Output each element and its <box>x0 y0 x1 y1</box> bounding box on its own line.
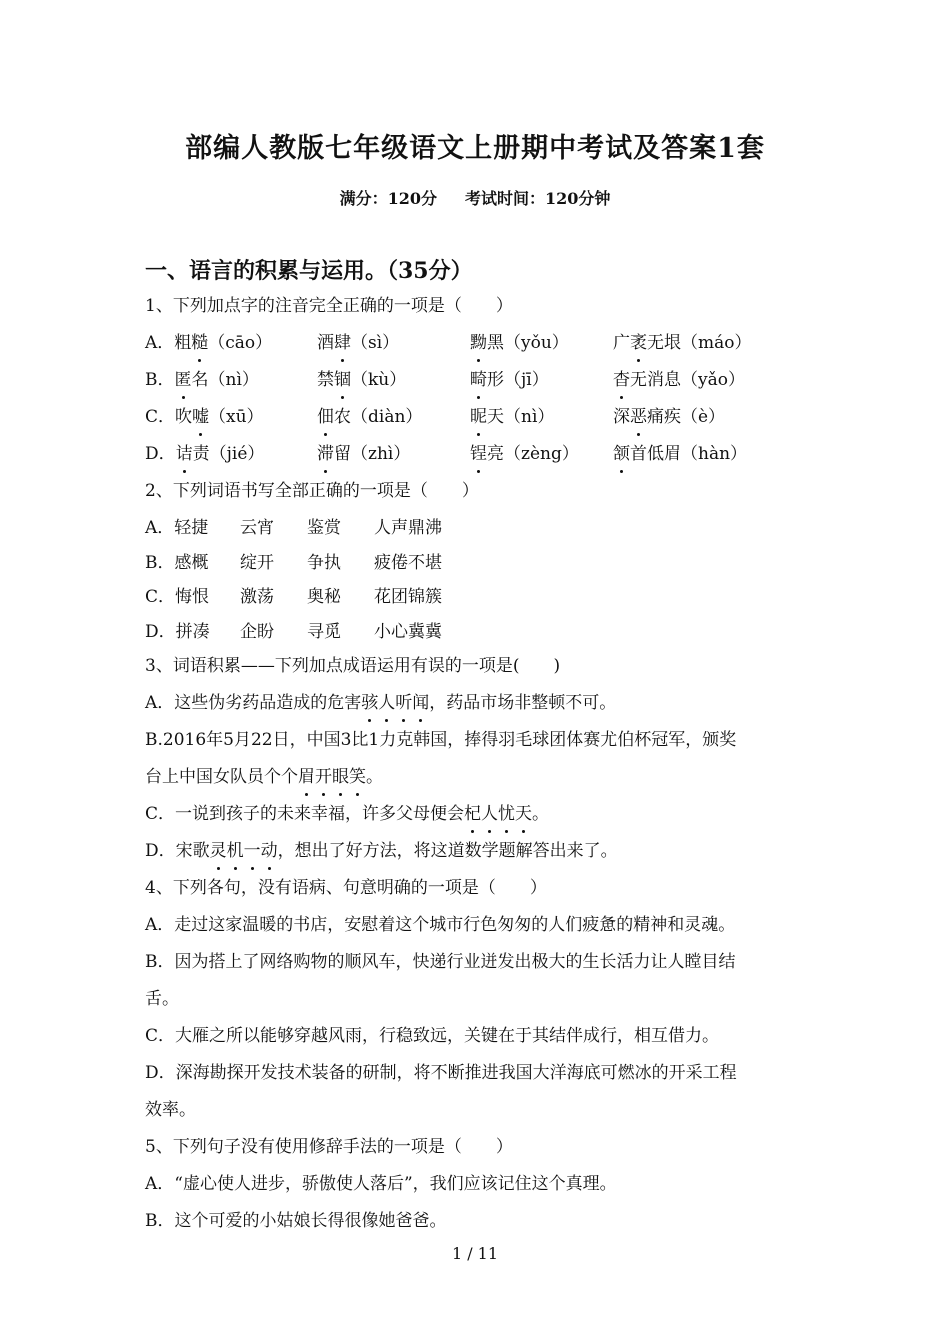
word-item: 疲倦不堪 <box>374 552 442 573</box>
question-5-option-a: A．“虚心使人进步，骄傲使人落后”，我们应该记住这个真理。 <box>145 1174 617 1194</box>
pinyin-item <box>613 403 813 440</box>
page-number: 1 / 11 <box>451 1244 499 1263</box>
dotted-char: 糙 <box>191 329 208 357</box>
text: （xū） <box>209 407 264 427</box>
question-3-option-d <box>145 837 815 874</box>
section-heading: 一、语言的积累与运用。（35分） <box>145 258 473 284</box>
question-3-stem: 3、词语积累——下列加点成语运用有误的一项是( ) <box>145 656 561 676</box>
question-3-option-b-line2 <box>145 763 815 800</box>
dotted-char: 匿 <box>175 366 192 394</box>
full-score: 满分：120分 <box>339 189 437 208</box>
dotted-char: 天 <box>515 800 532 828</box>
question-1-option-row <box>145 366 815 403</box>
dotted-char: 开 <box>315 763 332 791</box>
dotted-char: 袤 <box>630 329 647 357</box>
dotted-char: 锃 <box>470 440 487 468</box>
text: C．一说到孩子的未来幸福，许多父母便会 <box>145 804 465 824</box>
question-1-stem: 1、下列加点字的注音完全正确的一项是（ ） <box>145 296 513 316</box>
pinyin-item <box>613 329 813 366</box>
dotted-char: 一 <box>244 837 261 865</box>
pinyin-item <box>317 366 470 403</box>
text: D．宋歌 <box>145 841 210 861</box>
text: （sì） <box>351 333 400 353</box>
word-item: 寻觅 <box>307 621 341 642</box>
text: 台上中国女队员个个 <box>145 767 298 787</box>
dotted-char: 忧 <box>498 800 515 828</box>
question-1-option-row <box>145 440 815 477</box>
question-2-option-row <box>145 549 815 584</box>
question-2-option-row <box>145 618 815 653</box>
question-4-option-d-line2: 效率。 <box>145 1100 196 1120</box>
dotted-idiom <box>361 693 429 713</box>
dotted-char: 听 <box>395 689 412 717</box>
dotted-idiom <box>210 841 278 861</box>
text: 。 <box>366 767 383 787</box>
pinyin-item <box>317 440 470 477</box>
dotted-char: 杞 <box>464 800 481 828</box>
dotted-char: 机 <box>227 837 244 865</box>
dotted-char: 人 <box>378 689 395 717</box>
pinyin-item <box>470 329 613 366</box>
text: 天（nì） <box>487 407 555 427</box>
word-item: 激荡 <box>240 587 274 607</box>
text: 农（diàn） <box>334 407 423 427</box>
question-4-option-c: C．大雁之所以能够穿越风雨，行稳致远，关键在于其结伴成行，相互借力。 <box>145 1026 720 1046</box>
question-2-option-row <box>145 583 815 618</box>
text: C．吹 <box>145 407 193 427</box>
dotted-char: 嘘 <box>192 403 209 431</box>
pinyin-item <box>145 440 317 477</box>
dotted-char: 人 <box>481 800 498 828</box>
question-5-stem: 5、下列句子没有使用修辞手法的一项是（ ） <box>145 1137 513 1157</box>
text: 留（zhì） <box>334 444 411 464</box>
word-item: 云宵 <box>240 518 274 538</box>
dotted-char: 眉 <box>298 763 315 791</box>
dotted-char: 笑 <box>349 763 366 791</box>
text: B． <box>145 370 175 390</box>
text: ，药品市场非整顿不可。 <box>429 693 617 713</box>
text: 无垠（máo） <box>647 333 752 353</box>
dotted-char: 动 <box>261 837 278 865</box>
word-item: 企盼 <box>240 621 274 642</box>
pinyin-item <box>317 329 470 366</box>
text: 黑（yǒu） <box>487 333 569 353</box>
question-1-option-row <box>145 403 815 440</box>
question-4-option-b-line1: B．因为搭上了网络购物的顺风车，快递行业迸发出极大的生长活力让人瞠目结 <box>145 952 736 972</box>
exam-info <box>0 186 950 209</box>
text: A．粗 <box>145 333 192 353</box>
dotted-char: 诘 <box>176 440 193 468</box>
pinyin-item <box>470 440 613 477</box>
text: 责（jié） <box>192 444 265 464</box>
dotted-idiom <box>298 767 366 787</box>
question-4-stem: 4、下列各句，没有语病、句意明确的一项是（ ） <box>145 878 547 898</box>
question-5-option-b: B．这个可爱的小姑娘长得很像她爸爸。 <box>145 1211 447 1231</box>
text: D． <box>145 444 176 464</box>
dotted-char: 昵 <box>470 403 487 431</box>
word-item: B．感概 <box>145 552 209 573</box>
text: 首低眉（hàn） <box>630 444 748 464</box>
exam-time: 考试时间：120分钟 <box>465 189 611 208</box>
pinyin-item <box>145 329 317 366</box>
word-item: 鉴赏 <box>307 518 341 538</box>
word-item: 绽开 <box>240 552 274 573</box>
pinyin-item <box>470 403 613 440</box>
dotted-char: 闻 <box>412 689 429 717</box>
question-4-option-d-line1: D．深海勘探开发技术装备的研制，将不断推进我国大洋海底可燃冰的开采工程 <box>145 1063 737 1083</box>
question-3-option-a <box>145 689 815 726</box>
word-item: 人声鼎沸 <box>374 518 442 538</box>
dotted-char: 肆 <box>334 329 351 357</box>
pinyin-item <box>145 366 317 403</box>
dotted-char: 佃 <box>317 403 334 431</box>
text: 亮（zèng） <box>487 444 579 464</box>
pinyin-item <box>613 366 813 403</box>
dotted-char: 灵 <box>210 837 227 865</box>
word-item: 小心冀冀 <box>374 621 442 642</box>
pinyin-item <box>613 440 813 477</box>
dotted-idiom <box>464 804 532 824</box>
question-2-option-row <box>145 514 815 549</box>
text: 名（nì） <box>191 370 259 390</box>
question-list <box>145 292 815 1244</box>
word-item: A．轻捷 <box>145 518 209 538</box>
dotted-char: 锢 <box>334 366 351 394</box>
dotted-char: 恶 <box>630 403 647 431</box>
question-3-option-c <box>145 800 815 837</box>
dotted-char: 黝 <box>470 329 487 357</box>
text: 深 <box>613 407 630 427</box>
dotted-char: 畸 <box>470 366 487 394</box>
text: 形（jī） <box>487 370 549 390</box>
text: （kù） <box>351 370 407 390</box>
dotted-char: 颔 <box>613 440 630 468</box>
page-title: 部编人教版七年级语文上册期中考试及答案1套 <box>185 133 765 164</box>
pinyin-item <box>145 403 317 440</box>
dotted-char: 眼 <box>332 763 349 791</box>
pinyin-item <box>470 366 613 403</box>
text: A．这些伪劣药品造成的危害 <box>145 693 362 713</box>
dotted-char: 骇 <box>361 689 378 717</box>
text: 。 <box>532 804 550 824</box>
text: 酒 <box>317 333 334 353</box>
word-item: D．拼凑 <box>145 621 210 642</box>
text: 无消息（yǎo） <box>630 370 745 390</box>
word-item: 争执 <box>307 552 341 573</box>
dotted-char: 滞 <box>317 440 334 468</box>
pinyin-item <box>317 403 470 440</box>
text: （cāo） <box>208 333 273 353</box>
text: 广 <box>613 333 630 353</box>
question-3-option-b-line1: B.2016年5月22日，中国3比1力克韩国，捧得羽毛球团体赛尤伯杯冠军，颁奖 <box>145 730 737 750</box>
text: 痛疾（è） <box>647 407 726 427</box>
dotted-char: 杳 <box>613 366 630 394</box>
question-2-stem: 2、下列词语书写全部正确的一项是（ ） <box>145 481 479 501</box>
text: ，想出了好方法，将这道数学题解答出来了。 <box>277 841 618 861</box>
question-4-option-b-line2: 舌。 <box>145 989 179 1009</box>
text: 禁 <box>317 370 334 390</box>
question-4-option-a: A．走过这家温暖的书店，安慰着这个城市行色匆匆的人们疲惫的精神和灵魂。 <box>145 915 736 935</box>
question-1-option-row <box>145 329 815 366</box>
word-item: 奥秘 <box>307 587 341 607</box>
word-item: 花团锦簇 <box>374 587 442 607</box>
word-item: C．悔恨 <box>145 587 210 607</box>
